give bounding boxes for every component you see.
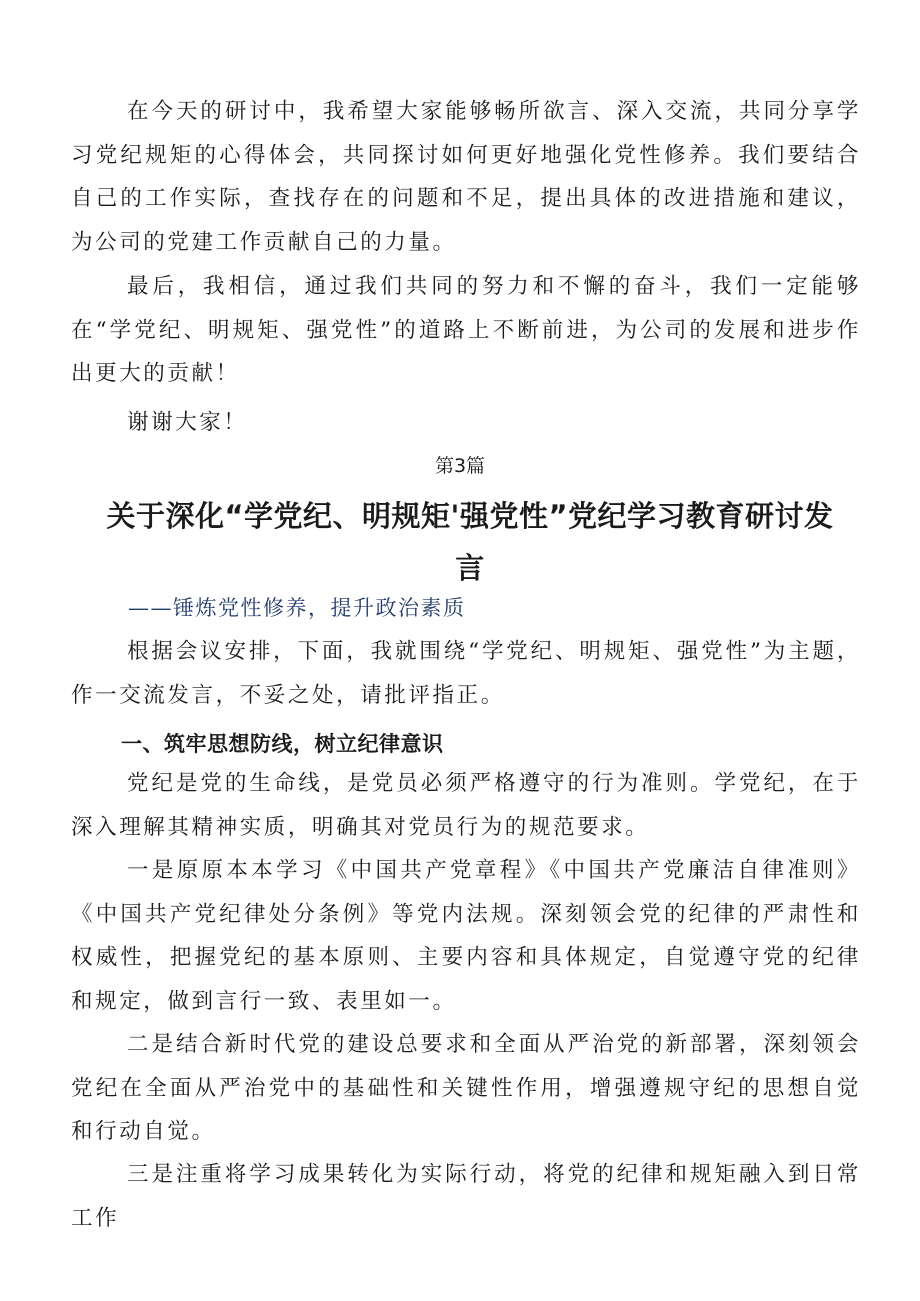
body-paragraph-2: 一是原原本本学习《中国共产党章程》《中国共产党廉洁自律准则》《中国共产党纪律处分条例》等党内法规。深刻领会党的纪律的严肃性和权威性，把握党纪的基本原则、主要内容和具体规定，自觉遵守党的纪律和规定，做到言行一致、表里如一。 <box>71 858 861 1014</box>
document-subtitle: ——锤炼党性修养，提升政治素质 <box>128 596 466 620</box>
opening-paragraph: 根据会议安排，下面，我就围绕“学党纪、明规矩、强党性”为主题，作一交流发言，不妥之处，请批评指正。 <box>71 639 861 708</box>
body-paragraph-4: 三是注重将学习成果转化为实际行动，将党的纪律和规矩融入到日常工作 <box>71 1162 861 1231</box>
document-title: 关于深化“学党纪、明规矩'强党性”党纪学习教育研讨发言 <box>106 499 834 585</box>
part-label: 第3篇 <box>434 455 486 477</box>
body-paragraph-1: 党纪是党的生命线，是党员必须严格遵守的行为准则。学党纪，在于深入理解其精神实质，明确其对党员行为的规范要求。 <box>71 771 861 840</box>
intro-paragraph-2: 最后，我相信，通过我们共同的努力和不懈的奋斗，我们一定能够在“学党纪、明规矩、强党性”的道路上不断前进，为公司的发展和进步作出更大的贡献！ <box>71 274 861 386</box>
intro-paragraph-1: 在今天的研讨中，我希望大家能够畅所欲言、深入交流，共同分享学习党纪规矩的心得体会，共同探讨如何更好地强化党性修养。我们要结合自己的工作实际，查找存在的问题和不足，提出具体的改进措施和建议，为公司的党建工作贡献自己的力量。 <box>71 99 861 255</box>
section-heading-1: 一、筑牢思想防线，树立纪律意识 <box>121 732 444 756</box>
body-paragraph-3: 二是结合新时代党的建设总要求和全面从严治党的新部署，深刻领会党纪在全面从严治党中的基础性和关键性作用，增强遵规守纪的思想自觉和行动自觉。 <box>71 1032 861 1144</box>
closing-thanks: 谢谢大家！ <box>127 410 248 435</box>
